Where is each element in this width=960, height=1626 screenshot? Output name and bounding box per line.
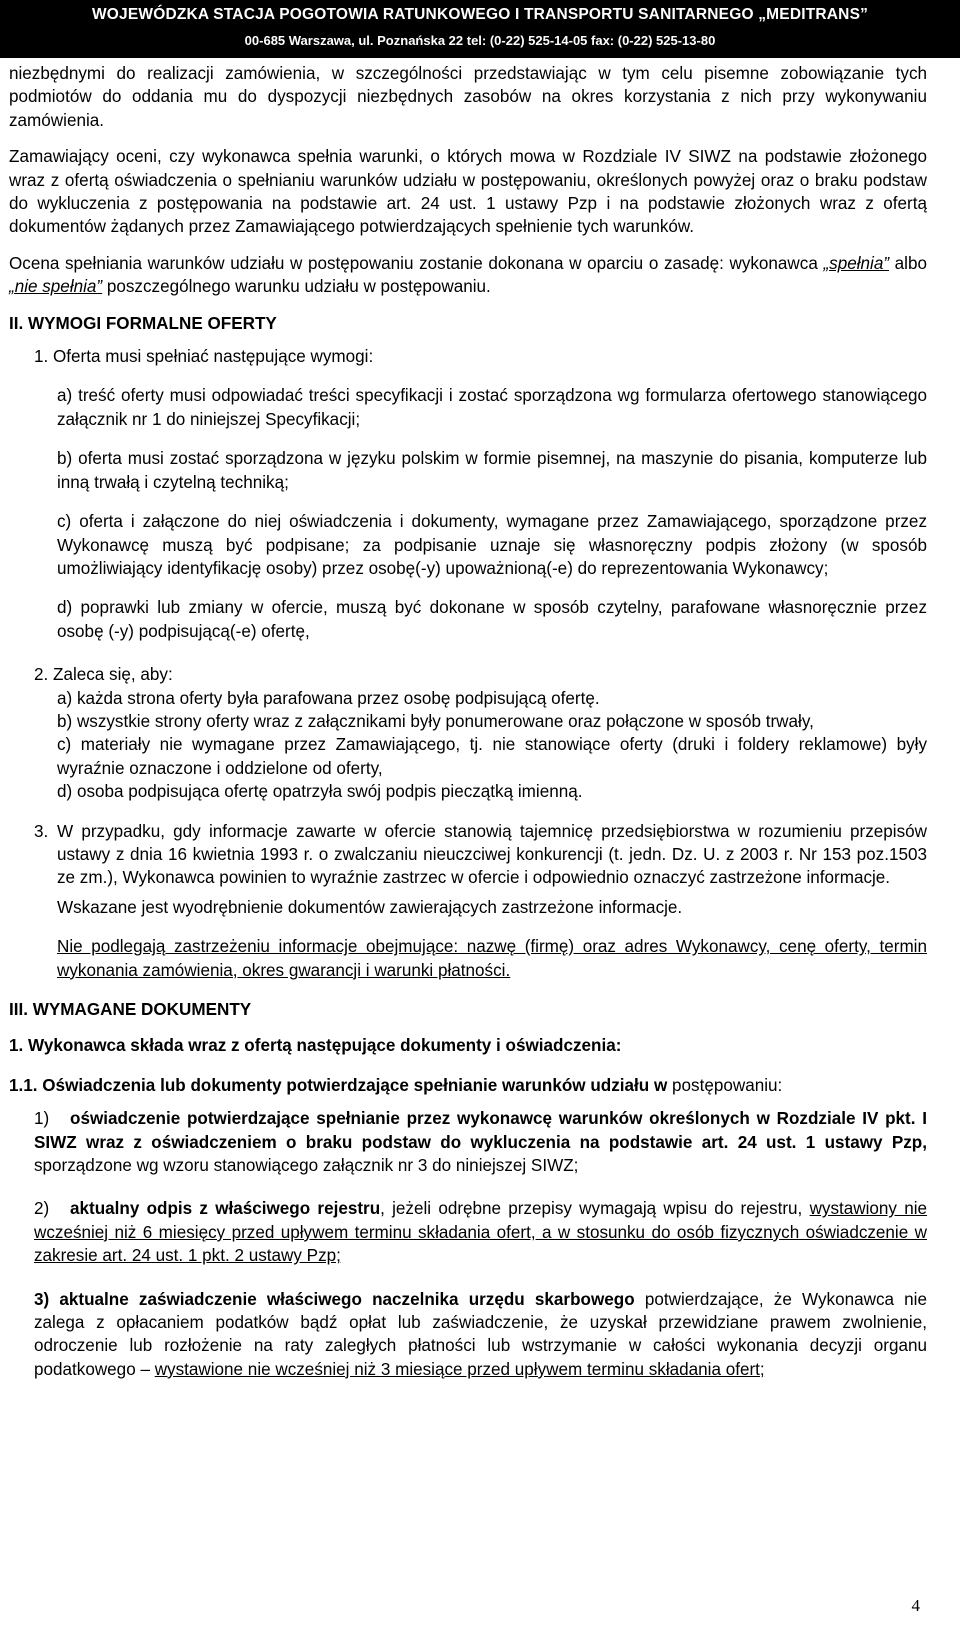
- list-item: 1. Oferta musi spełniać następujące wymogi:: [34, 347, 374, 367]
- list-item: b) wszystkie strony oferty wraz z załącznikami były ponumerowane oraz połączone w sposób trwały,: [57, 711, 814, 731]
- list-item: 2. Zaleca się, aby:: [34, 665, 173, 685]
- list-item: d) osoba podpisująca ofertę opatrzyła swój podpis pieczątką imienną.: [57, 782, 583, 802]
- list-item: d) poprawki lub zmiany w ofercie, muszą być dokonane w sposób czytelny, parafowane własnoręcznie przez osobę (-y) podpisującą(-e) ofertę,: [57, 598, 927, 641]
- list-item: 1. Wykonawca składa wraz z ofertą następujące dokumenty i oświadczenia:: [9, 1036, 622, 1056]
- sublist: [57, 384, 927, 643]
- list-item: c) oferta i załączone do niej oświadczenia i dokumenty, wymagane przez Zamawiającego, sporządzone przez Wykonawcę muszą być podpisane; za podpisanie uznaje się własnoręczny podpis złożony (w sposób umożliwiający identyfikację osoby) przez osobę(-y) upoważnioną(-e) do reprezentowania Wykonawcy;: [57, 512, 927, 578]
- paragraph: Ocena spełniania warunków udziału w postępowaniu zostanie dokonana w oparciu o zasadę: wykonawca „spełnia” albo „nie spełnia” poszczególnego warunku udziału w postępowaniu.: [9, 253, 927, 297]
- list-item: a) treść oferty musi odpowiadać treści specyfikacji i zostać sporządzona wg formularza ofertowego stanowiącego załącznik nr 1 do niniejszej Specyfikacji;: [57, 386, 927, 429]
- page-number: 4: [911, 1596, 920, 1615]
- list-item: c) materiały nie wymagane przez Zamawiającego, tj. nie stanowiące oferty (druki i foldery reklamowe) były wyraźnie oznaczone i oddzielone od oferty,: [57, 735, 927, 778]
- sublist: [57, 687, 927, 804]
- list-item: a) każda strona oferty była parafowana przez osobę podpisującą ofertę.: [57, 688, 600, 708]
- page-header: [0, 0, 960, 58]
- list-item: 1.1. Oświadczenia lub dokumenty potwierdzające spełnianie warunków udziału w postępowaniu:: [9, 1075, 783, 1095]
- emphasis-spelnia: „spełnia”: [823, 253, 890, 273]
- section-heading: III. WYMAGANE DOKUMENTY: [9, 1000, 252, 1019]
- document-item-3: 3) aktualne zaświadczenie właściwego naczelnika urzędu skarbowego potwierdzające, że Wykonawca nie zalega z opłacaniem podatków bądź opłat lub zaświadczenie, że uzyskał przewidziane prawem zwolnienie, odroczenie lub rozłożenie na raty zaległych płatności lub wstrzymanie w całości wykonania decyzji organu podatkowego – wystawione nie wcześniej niż 3 miesiące przed upływem terminu składania ofert;: [34, 1289, 927, 1379]
- document-item-1: 1) oświadczenie potwierdzające spełnianie przez wykonawcę warunków określonych w Rozdziale IV pkt. I SIWZ wraz z oświadczeniem o braku podstaw do wykluczenia na podstawie art. 24 ust. 1 ustawy Pzp, sporządzone wg wzoru stanowiącego załącznik nr 3 do niniejszej SIWZ;: [34, 1109, 927, 1176]
- paragraph: niezbędnymi do realizacji zamówienia, w szczególności przedstawiając w tym celu pisemne zobowiązanie tych podmiotów do oddania mu do dyspozycji niezbędnych zasobów na okres korzystania z nich przy wykonywaniu zamówienia.: [9, 64, 927, 130]
- underlined-note: Nie podlegają zastrzeżeniu informacje obejmujące: nazwę (firmę) oraz adres Wykonawcy, cenę oferty, termin wykonania zamówienia, okres gwarancji i warunki płatności.: [57, 937, 927, 980]
- header-address: 00-685 Warszawa, ul. Poznańska 22 tel: (0-22) 525-14-05 fax: (0-22) 525-13-80: [244, 33, 716, 48]
- document-body: [9, 62, 927, 1381]
- paragraph: Zamawiający oceni, czy wykonawca spełnia warunki, o których mowa w Rozdziale IV SIWZ na podstawie złożonego wraz z ofertą oświadczenia o spełnianiu warunków udziału w postępowaniu, określonych powyżej oraz o braku podstaw do wykluczenia z postępowania na podstawie art. 24 ust. 1 ustawy Pzp i na podstawie złożonych wraz z ofertą dokumentów żądanych przez Zamawiającego potwierdzających spełnienie tych warunków.: [9, 147, 927, 237]
- document-item-2: 2) aktualny odpis z właściwego rejestru, jeżeli odrębne przepisy wymagają wpisu do rejestru, wystawiony nie wcześniej niż 6 miesięcy przed upływem terminu składania ofert, a w stosunku do osób fizycznych oświadczenie w zakresie art. 24 ust. 1 pkt. 2 ustawy Pzp;: [34, 1199, 928, 1266]
- header-institution-name: WOJEWÓDZKA STACJA POGOTOWIA RATUNKOWEGO I TRANSPORTU SANITARNEGO „MEDITRANS”: [91, 6, 869, 23]
- list-item: 3. W przypadku, gdy informacje zawarte w ofercie stanowią tajemnicę przedsiębiorstwa w rozumieniu przepisów ustawy z dnia 16 kwietnia 1993 r. o zwalczaniu nieuczciwej konkurencji (t. jedn. Dz. U. z 2003 r. Nr 153 poz.1503 ze zm.), Wykonawca powinien to wyraźnie zastrzec w ofercie i odpowiednio oznaczyć zastrzeżone informacje. Wskazane jest wyodrębnienie dokumentów zawierających zastrzeżone informacje. Nie podlegają zastrzeżeniu informacje obejmujące: nazwę (firmę) oraz adres Wykonawcy, cenę oferty, termin wykonania zamówienia, okres gwarancji i warunki płatności.: [34, 820, 927, 982]
- emphasis-nie-spelnia: „nie spełnia”: [9, 277, 103, 297]
- section-heading: II. WYMOGI FORMALNE OFERTY: [9, 313, 277, 333]
- list-item: b) oferta musi zostać sporządzona w języku polskim w formie pisemnej, na maszynie do pisania, komputerze lub inną trwałą i czytelną techniką;: [57, 449, 927, 492]
